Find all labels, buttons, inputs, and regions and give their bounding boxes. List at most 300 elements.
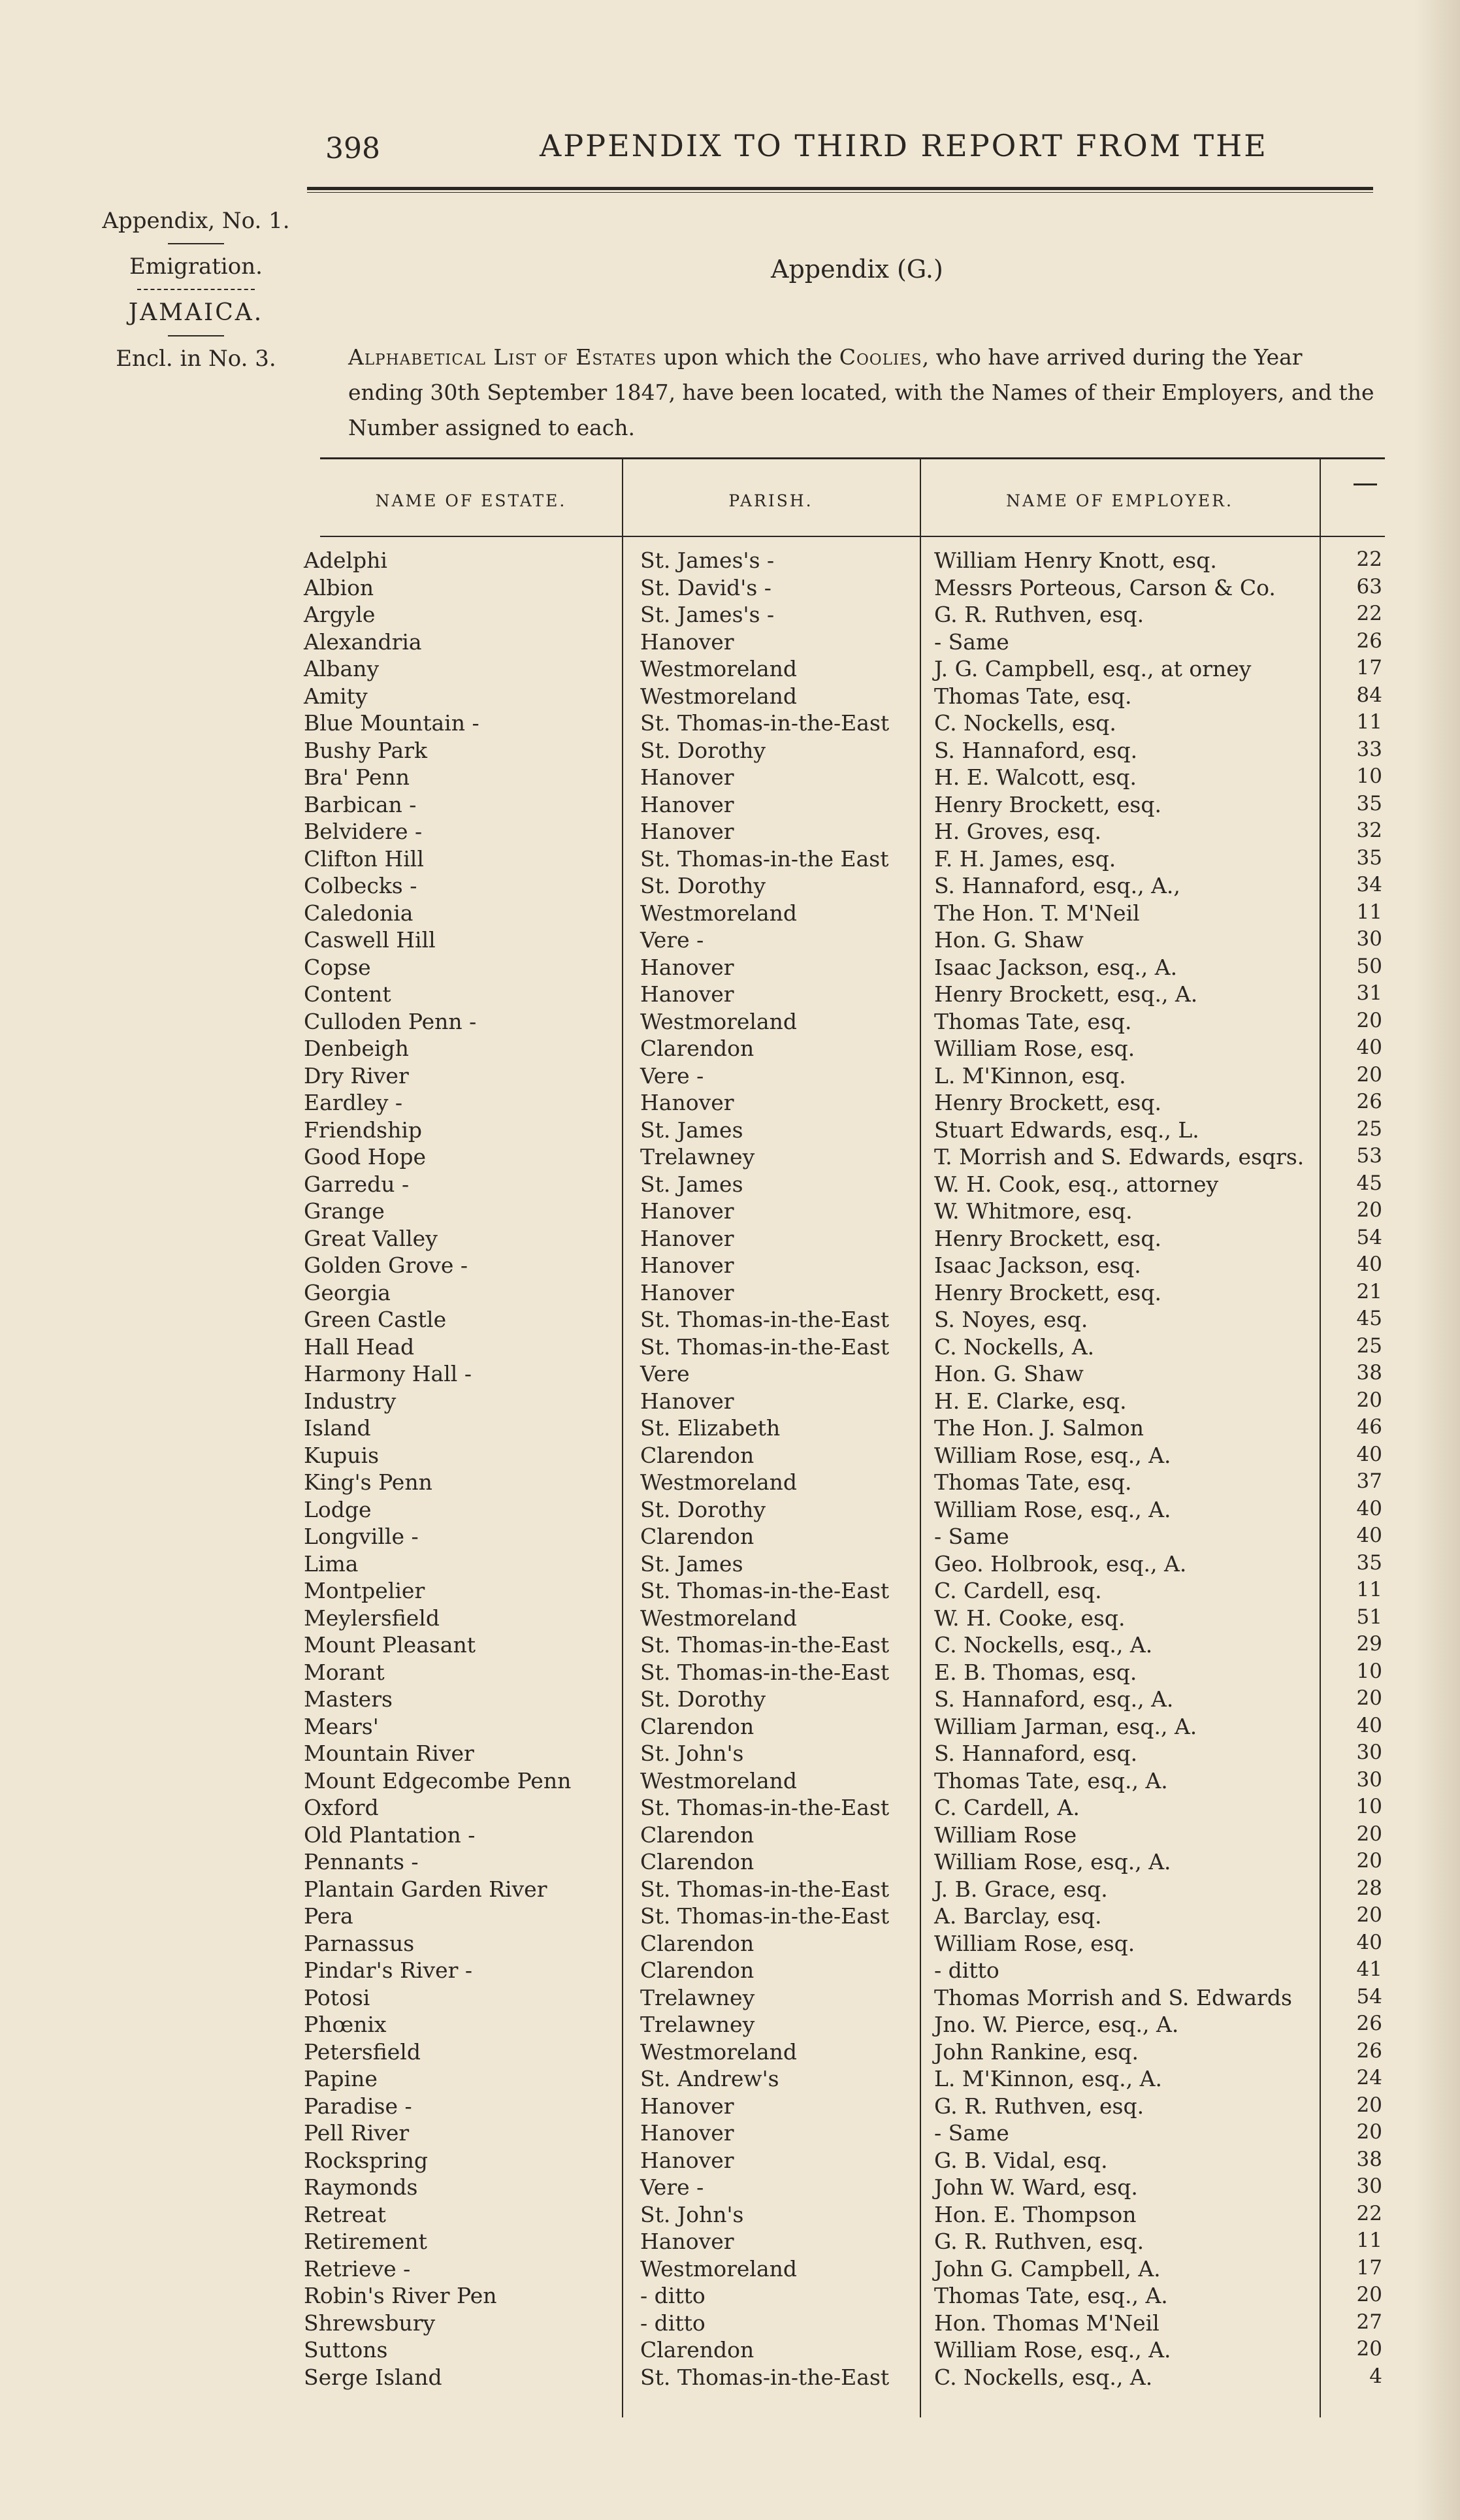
employer-cell: H. Groves, esq. xyxy=(934,819,1101,844)
table-row xyxy=(0,548,1460,575)
parish-cell: St. Thomas-in-the-East xyxy=(640,710,890,736)
employer-cell: William Rose xyxy=(934,1822,1077,1848)
parish-cell: Westmoreland xyxy=(640,2255,798,2282)
table-row xyxy=(0,1660,1460,1687)
parish-cell: Hanover xyxy=(640,1225,734,1251)
number-cell: 41 xyxy=(1356,1957,1382,1981)
table-row xyxy=(0,1957,1460,1985)
estate-cell: Barbican - xyxy=(304,791,417,817)
table-row xyxy=(0,1985,1460,2012)
table-row xyxy=(0,1036,1460,1063)
employer-cell: Messrs Porteous, Carson & Co. xyxy=(934,574,1276,600)
table-row xyxy=(0,738,1460,765)
table-row xyxy=(0,2283,1460,2310)
number-cell: 26 xyxy=(1356,2012,1382,2035)
table-row xyxy=(0,846,1460,874)
parish-cell: St. Thomas-in-the-East xyxy=(640,1795,890,1820)
table-row xyxy=(0,1578,1460,1605)
estate-cell: Phœnix xyxy=(304,2012,387,2037)
number-cell: 30 xyxy=(1356,927,1382,951)
margin-dashed-rule xyxy=(137,289,255,290)
employer-cell: John G. Campbell, A. xyxy=(934,2255,1161,2282)
parish-cell: St. Dorothy xyxy=(640,1686,766,1712)
number-cell: 53 xyxy=(1356,1144,1382,1168)
number-cell: 22 xyxy=(1356,548,1382,571)
parish-cell: Hanover xyxy=(640,819,734,844)
parish-cell: St. Thomas-in-the-East xyxy=(640,1903,890,1929)
estate-cell: Oxford xyxy=(304,1795,379,1820)
employer-cell: Thomas Tate, esq., A. xyxy=(934,2283,1168,2308)
table-row xyxy=(0,710,1460,738)
estate-cell: Friendship xyxy=(304,1117,423,1143)
number-cell: 40 xyxy=(1356,1524,1382,1547)
table-row xyxy=(0,873,1460,900)
number-cell: 20 xyxy=(1356,2283,1382,2306)
number-cell: 11 xyxy=(1356,900,1382,924)
table-row xyxy=(0,900,1460,928)
employer-cell: G. B. Vidal, esq. xyxy=(934,2147,1108,2173)
number-cell: 54 xyxy=(1356,1225,1382,1249)
employer-cell: T. Morrish and S. Edwards, esqrs. xyxy=(934,1144,1305,1170)
estate-cell: Colbecks - xyxy=(304,873,417,898)
employer-cell: William Rose, esq. xyxy=(934,1930,1135,1956)
parish-cell: St. Elizabeth xyxy=(640,1415,781,1441)
estate-cell: Paradise - xyxy=(304,2093,412,2119)
number-cell: 40 xyxy=(1356,1442,1382,1466)
table-row xyxy=(0,602,1460,629)
employer-cell: Thomas Morrish and S. Edwards xyxy=(934,1984,1292,2010)
estate-cell: Garredu - xyxy=(304,1171,410,1197)
number-cell: 11 xyxy=(1356,710,1382,734)
estate-cell: Albion xyxy=(304,574,374,600)
running-head: APPENDIX TO THIRD REPORT FROM THE xyxy=(540,128,1268,163)
estate-cell: Good Hope xyxy=(304,1144,427,1170)
employer-cell: John Rankine, esq. xyxy=(934,2038,1139,2065)
table-row xyxy=(0,1741,1460,1768)
parish-cell: Hanover xyxy=(640,1090,734,1115)
employer-cell: J. G. Campbell, esq., at orney xyxy=(934,656,1252,681)
number-cell: 20 xyxy=(1356,1008,1382,1032)
table-row xyxy=(0,2039,1460,2067)
estate-cell: Serge Island xyxy=(304,2364,442,2390)
employer-cell: H. E. Clarke, esq. xyxy=(934,1388,1127,1414)
number-cell: 40 xyxy=(1356,1713,1382,1737)
employer-cell: C. Cardell, esq. xyxy=(934,1578,1102,1603)
estate-cell: Rockspring xyxy=(304,2147,428,2173)
parish-cell: Vere xyxy=(640,1361,690,1386)
parish-cell: Clarendon xyxy=(640,1442,754,1468)
employer-cell: C. Nockells, A. xyxy=(934,1334,1095,1360)
parish-cell: St. James's - xyxy=(640,602,775,627)
estate-cell: Great Valley xyxy=(304,1225,438,1251)
parish-cell: Clarendon xyxy=(640,2337,754,2363)
estate-cell: Golden Grove - xyxy=(304,1252,468,1278)
table-row xyxy=(0,2120,1460,2148)
employer-cell: S. Hannaford, esq., A., xyxy=(934,873,1180,898)
parish-cell: Hanover xyxy=(640,1252,734,1278)
employer-cell: C. Cardell, A. xyxy=(934,1795,1080,1820)
parish-cell: Westmoreland xyxy=(640,900,798,926)
number-cell: 30 xyxy=(1356,1767,1382,1792)
number-cell: 30 xyxy=(1356,1741,1382,1764)
employer-cell: Henry Brockett, esq., A. xyxy=(934,981,1198,1007)
estate-cell: Lodge xyxy=(304,1496,372,1522)
estate-cell: Mount Pleasant xyxy=(304,1632,476,1658)
number-cell: 40 xyxy=(1356,1496,1382,1520)
parish-cell: Trelawney xyxy=(640,2012,755,2037)
employer-cell: Henry Brockett, esq. xyxy=(934,1279,1161,1305)
parish-cell: Westmoreland xyxy=(640,2038,798,2065)
employer-cell: Hon. G. Shaw xyxy=(934,1361,1084,1386)
table-row xyxy=(0,1090,1460,1117)
estate-cell: Robin's River Pen xyxy=(304,2283,497,2308)
header-parish: PARISH. xyxy=(728,491,813,510)
employer-cell: William Henry Knott, esq. xyxy=(934,548,1217,573)
number-cell: 20 xyxy=(1356,1388,1382,1412)
caption-small-caps: Coolies xyxy=(839,344,922,370)
parish-cell: St. David's - xyxy=(640,574,771,600)
number-cell: 37 xyxy=(1356,1469,1382,1493)
parish-cell: Hanover xyxy=(640,764,734,790)
employer-cell: John W. Ward, esq. xyxy=(934,2174,1138,2200)
employer-cell: Hon. Thomas M'Neil xyxy=(934,2310,1160,2336)
parish-cell: St. James xyxy=(640,1117,743,1143)
employer-cell: The Hon. J. Salmon xyxy=(934,1415,1144,1441)
employer-cell: G. R. Ruthven, esq. xyxy=(934,2229,1144,2254)
employer-cell: William Rose, esq. xyxy=(934,1036,1135,1061)
number-cell: 40 xyxy=(1356,1930,1382,1954)
parish-cell: St. Thomas-in-the-East xyxy=(640,2364,890,2390)
table-row xyxy=(0,1280,1460,1307)
table-row xyxy=(0,1551,1460,1579)
table-row xyxy=(0,1415,1460,1443)
estate-cell: Retreat xyxy=(304,2201,386,2227)
number-cell: 10 xyxy=(1356,1659,1382,1683)
employer-cell: Isaac Jackson, esq., A. xyxy=(934,954,1178,980)
number-cell: 45 xyxy=(1356,1307,1382,1330)
number-cell: 22 xyxy=(1356,2201,1382,2225)
estate-cell: Longville - xyxy=(304,1524,419,1549)
number-cell: 51 xyxy=(1356,1605,1382,1629)
appendix-label: Appendix (G.) xyxy=(771,255,943,284)
parish-cell: Hanover xyxy=(640,954,734,980)
parish-cell: Trelawney xyxy=(640,1984,755,2010)
estate-cell: Caswell Hill xyxy=(304,927,436,953)
number-cell: 45 xyxy=(1356,1171,1382,1195)
employer-cell: Thomas Tate, esq., A. xyxy=(934,1767,1168,1793)
table-row xyxy=(0,1252,1460,1280)
employer-cell: - Same xyxy=(934,629,1009,655)
employer-cell: Thomas Tate, esq. xyxy=(934,1008,1132,1034)
table-row xyxy=(0,792,1460,819)
employer-cell: W. Whitmore, esq. xyxy=(934,1198,1133,1224)
header-rule-thin xyxy=(307,192,1373,193)
table-header-rule xyxy=(320,536,1385,537)
estate-cell: Suttons xyxy=(304,2337,388,2363)
parish-cell: St. Thomas-in-the-East xyxy=(640,1578,890,1603)
estate-cell: Dry River xyxy=(304,1062,409,1088)
number-cell: 22 xyxy=(1356,602,1382,625)
parish-cell: - ditto xyxy=(640,2283,706,2308)
employer-cell: Isaac Jackson, esq. xyxy=(934,1252,1141,1278)
estate-cell: Raymonds xyxy=(304,2174,418,2200)
parish-cell: St. James xyxy=(640,1550,743,1577)
employer-cell: A. Barclay, esq. xyxy=(934,1903,1102,1929)
number-cell: 20 xyxy=(1356,2093,1382,2117)
number-cell: 25 xyxy=(1356,1117,1382,1141)
table-row xyxy=(0,575,1460,602)
estate-cell: Clifton Hill xyxy=(304,845,424,872)
parish-cell: Hanover xyxy=(640,2147,734,2173)
table-row xyxy=(0,2066,1460,2093)
parish-cell: St. Dorothy xyxy=(640,1496,766,1522)
parish-cell: St. John's xyxy=(640,1741,744,1766)
caption-text: upon which the xyxy=(657,344,839,370)
number-cell: 26 xyxy=(1356,2038,1382,2063)
parish-cell: St. James's - xyxy=(640,548,775,573)
number-cell: 26 xyxy=(1356,629,1382,653)
table-row xyxy=(0,1117,1460,1145)
margin-emigration: Emigration. xyxy=(129,254,263,280)
employer-cell: C. Nockells, esq., A. xyxy=(934,2364,1153,2390)
number-cell: 29 xyxy=(1356,1632,1382,1656)
employer-cell: Henry Brockett, esq. xyxy=(934,1225,1161,1251)
number-cell: 26 xyxy=(1356,1090,1382,1113)
estate-cell: Blue Mountain - xyxy=(304,710,479,736)
header-employer: NAME OF EMPLOYER. xyxy=(1006,491,1233,510)
number-cell: 20 xyxy=(1356,2120,1382,2144)
parish-cell: Westmoreland xyxy=(640,683,798,709)
table-row xyxy=(0,1524,1460,1551)
estate-cell: Adelphi xyxy=(304,548,387,573)
table-row xyxy=(0,1009,1460,1036)
estate-cell: Retirement xyxy=(304,2229,427,2254)
margin-rule xyxy=(168,243,224,244)
parish-cell: St. Dorothy xyxy=(640,737,766,763)
estate-cell: Masters xyxy=(304,1686,393,1712)
estate-cell: Pindar's River - xyxy=(304,1957,473,1983)
table-caption xyxy=(319,340,1390,446)
parish-cell: Hanover xyxy=(640,791,734,817)
table-row xyxy=(0,656,1460,683)
estate-cell: Papine xyxy=(304,2066,378,2091)
parish-cell: Clarendon xyxy=(640,1713,754,1739)
estate-cell: Pell River xyxy=(304,2120,410,2146)
employer-cell: Henry Brockett, esq. xyxy=(934,1090,1161,1115)
margin-rule xyxy=(168,335,224,336)
number-cell: 35 xyxy=(1356,791,1382,815)
estate-cell: Industry xyxy=(304,1388,397,1414)
estate-cell: Retrieve - xyxy=(304,2255,411,2282)
table-row xyxy=(0,1768,1460,1795)
estate-cell: Shrewsbury xyxy=(304,2310,436,2336)
estate-cell: Montpelier xyxy=(304,1578,425,1603)
table-row xyxy=(0,2310,1460,2338)
employer-cell: E. B. Thomas, esq. xyxy=(934,1659,1137,1685)
number-cell: 38 xyxy=(1356,2147,1382,2171)
parish-cell: Hanover xyxy=(640,2093,734,2119)
estate-cell: Old Plantation - xyxy=(304,1822,476,1848)
estate-cell: Kupuis xyxy=(304,1442,380,1468)
number-cell: 20 xyxy=(1356,2337,1382,2361)
table-row xyxy=(0,2174,1460,2202)
table-row xyxy=(0,1063,1460,1090)
employer-cell: J. B. Grace, esq. xyxy=(934,1876,1108,1902)
margin-notes xyxy=(98,208,294,372)
parish-cell: Hanover xyxy=(640,1388,734,1414)
employer-cell: C. Nockells, esq. xyxy=(934,710,1116,736)
employer-cell: Henry Brockett, esq. xyxy=(934,791,1161,817)
table-row xyxy=(0,629,1460,657)
employer-cell: W. H. Cooke, esq. xyxy=(934,1605,1126,1631)
number-cell: 20 xyxy=(1356,1062,1382,1087)
parish-cell: Hanover xyxy=(640,1198,734,1224)
table-row xyxy=(0,1903,1460,1931)
table-row xyxy=(0,1686,1460,1714)
parish-cell: Clarendon xyxy=(640,1849,754,1874)
parish-cell: Vere - xyxy=(640,2174,704,2200)
table-row xyxy=(0,1361,1460,1388)
employer-cell: Hon. E. Thompson xyxy=(934,2201,1137,2227)
estate-cell: King's Penn xyxy=(304,1469,432,1495)
number-cell: 11 xyxy=(1356,1578,1382,1601)
employer-cell: W. H. Cook, esq., attorney xyxy=(934,1171,1219,1197)
parish-cell: St. Thomas-in-the-East xyxy=(640,1307,890,1332)
caption-text: , who have arrived during the Year xyxy=(922,344,1303,370)
number-cell: 25 xyxy=(1356,1334,1382,1358)
number-cell: 33 xyxy=(1356,737,1382,761)
parish-cell: Clarendon xyxy=(640,1524,754,1549)
parish-cell: Westmoreland xyxy=(640,1605,798,1631)
estate-cell: Mears' xyxy=(304,1713,379,1739)
number-cell: 32 xyxy=(1356,819,1382,842)
parish-cell: St. Thomas-in-the-East xyxy=(640,1334,890,1360)
table-row xyxy=(0,1849,1460,1876)
number-cell: 40 xyxy=(1356,1036,1382,1059)
page-number: 398 xyxy=(325,132,380,165)
number-cell: 24 xyxy=(1356,2066,1382,2089)
parish-cell: St. Andrew's xyxy=(640,2066,779,2091)
estate-cell: Copse xyxy=(304,954,371,980)
number-cell: 27 xyxy=(1356,2310,1382,2334)
table-row xyxy=(0,955,1460,982)
parish-cell: Hanover xyxy=(640,2120,734,2146)
table-row xyxy=(0,1388,1460,1416)
employer-cell: Thomas Tate, esq. xyxy=(934,1469,1132,1495)
parish-cell: Westmoreland xyxy=(640,1008,798,1034)
parish-cell: Clarendon xyxy=(640,1930,754,1956)
estate-cell: Petersfield xyxy=(304,2038,421,2065)
estate-cell: Plantain Garden River xyxy=(304,1876,547,1902)
parish-cell: St. John's xyxy=(640,2201,744,2227)
table-row xyxy=(0,1822,1460,1850)
estate-cell: Green Castle xyxy=(304,1307,447,1332)
employer-cell: F. H. James, esq. xyxy=(934,845,1116,872)
table-row xyxy=(0,2148,1460,2175)
employer-cell: - Same xyxy=(934,2120,1009,2146)
number-cell: 21 xyxy=(1356,1279,1382,1303)
parish-cell: St. Thomas-in-the-East xyxy=(640,1876,890,1902)
estate-cell: Denbeigh xyxy=(304,1036,409,1061)
employer-cell: Geo. Holbrook, esq., A. xyxy=(934,1550,1187,1577)
parish-cell: Vere - xyxy=(640,927,704,953)
table-row xyxy=(0,1714,1460,1741)
table-row xyxy=(0,2202,1460,2229)
estate-cell: Pennants - xyxy=(304,1849,419,1874)
employer-cell: L. M'Kinnon, esq. xyxy=(934,1062,1126,1088)
employer-cell: C. Nockells, esq., A. xyxy=(934,1632,1153,1658)
employer-cell: Thomas Tate, esq. xyxy=(934,683,1132,709)
number-cell: 63 xyxy=(1356,574,1382,598)
parish-cell: Hanover xyxy=(640,1279,734,1305)
employer-cell: H. E. Walcott, esq. xyxy=(934,764,1137,790)
parish-cell: St. Thomas-in-the-East xyxy=(640,1632,890,1658)
parish-cell: Trelawney xyxy=(640,1144,755,1170)
estate-cell: Hall Head xyxy=(304,1334,415,1360)
number-cell: 46 xyxy=(1356,1415,1382,1439)
employer-cell: - Same xyxy=(934,1524,1009,1549)
header-estate: NAME OF ESTATE. xyxy=(375,491,567,510)
estate-cell: Harmony Hall - xyxy=(304,1361,472,1386)
employer-cell: S. Hannaford, esq., A. xyxy=(934,1686,1174,1712)
header-rule xyxy=(307,187,1373,190)
table-row xyxy=(0,1876,1460,1904)
estate-cell: Morant xyxy=(304,1659,385,1685)
employer-cell: William Rose, esq., A. xyxy=(934,1496,1171,1522)
estate-cell: Content xyxy=(304,981,391,1007)
parish-cell: Vere - xyxy=(640,1062,704,1088)
number-cell: 20 xyxy=(1356,1849,1382,1873)
table-row xyxy=(0,981,1460,1009)
estate-cell: Alexandria xyxy=(304,629,422,655)
employer-cell: Jno. W. Pierce, esq., A. xyxy=(934,2012,1179,2037)
employer-cell: S. Hannaford, esq. xyxy=(934,1741,1138,1766)
number-cell: 54 xyxy=(1356,1984,1382,2008)
estate-cell: Albany xyxy=(304,656,380,681)
table-row xyxy=(0,819,1460,846)
table-row xyxy=(0,1307,1460,1334)
number-cell: 38 xyxy=(1356,1361,1382,1384)
employer-cell: William Rose, esq., A. xyxy=(934,1849,1171,1874)
employer-cell: G. R. Ruthven, esq. xyxy=(934,2093,1144,2119)
estate-cell: Caledonia xyxy=(304,900,414,926)
estate-cell: Mountain River xyxy=(304,1741,474,1766)
parish-cell: St. Thomas-in-the East xyxy=(640,845,889,872)
employer-cell: L. M'Kinnon, esq., A. xyxy=(934,2066,1162,2091)
number-cell: 28 xyxy=(1356,1876,1382,1900)
parish-cell: Hanover xyxy=(640,981,734,1007)
parish-cell: - ditto xyxy=(640,2310,706,2336)
table-row xyxy=(0,2365,1460,2392)
number-cell: 20 xyxy=(1356,1198,1382,1222)
employer-cell: S. Hannaford, esq. xyxy=(934,737,1138,763)
parish-cell: St. Dorothy xyxy=(640,873,766,898)
table-row xyxy=(0,1443,1460,1470)
table-row xyxy=(0,1334,1460,1362)
estate-cell: Bushy Park xyxy=(304,737,427,763)
table-row xyxy=(0,2229,1460,2256)
employer-cell: S. Noyes, esq. xyxy=(934,1307,1088,1332)
parish-cell: Westmoreland xyxy=(640,1469,798,1495)
number-cell: 20 xyxy=(1356,1822,1382,1846)
estate-cell: Meylersfield xyxy=(304,1605,440,1631)
table-row xyxy=(0,683,1460,711)
estate-cell: Mount Edgecombe Penn xyxy=(304,1767,572,1793)
caption-line-2: ending 30th September 1847, have been located, with the Names of their Employers, and the xyxy=(348,380,1374,405)
estate-cell: Georgia xyxy=(304,1279,391,1305)
parish-cell: St. James xyxy=(640,1171,743,1197)
parish-cell: Clarendon xyxy=(640,1036,754,1061)
